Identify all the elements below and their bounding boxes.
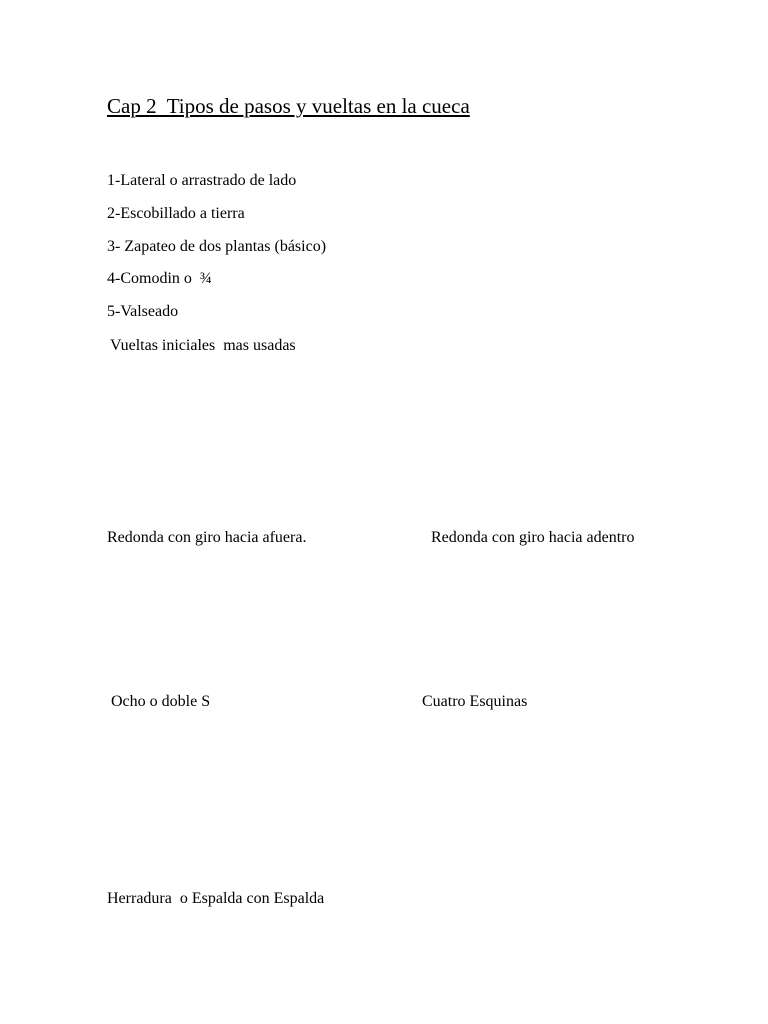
step-item-lateral: 1-Lateral o arrastrado de lado	[107, 172, 297, 189]
page-title: Cap 2 Tipos de pasos y vueltas en la cueca	[107, 94, 470, 118]
step-item-zapateo: 3- Zapateo de dos plantas (básico)	[107, 238, 327, 255]
figure-label-redonda-afuera: Redonda con giro hacia afuera.	[107, 529, 307, 546]
figure-label-ocho: Ocho o doble S	[111, 693, 211, 710]
step-item-escobillado: 2-Escobillado a tierra	[107, 205, 245, 222]
step-item-valseado: 5-Valseado	[107, 303, 179, 320]
section-subtitle: Vueltas iniciales mas usadas	[110, 337, 296, 354]
step-item-comodin: 4-Comodin o ¾	[107, 270, 212, 287]
figure-label-herradura: Herradura o Espalda con Espalda	[107, 890, 325, 907]
figure-label-redonda-adentro: Redonda con giro hacia adentro	[431, 529, 635, 546]
figure-label-cuatro-esquinas: Cuatro Esquinas	[422, 693, 528, 710]
